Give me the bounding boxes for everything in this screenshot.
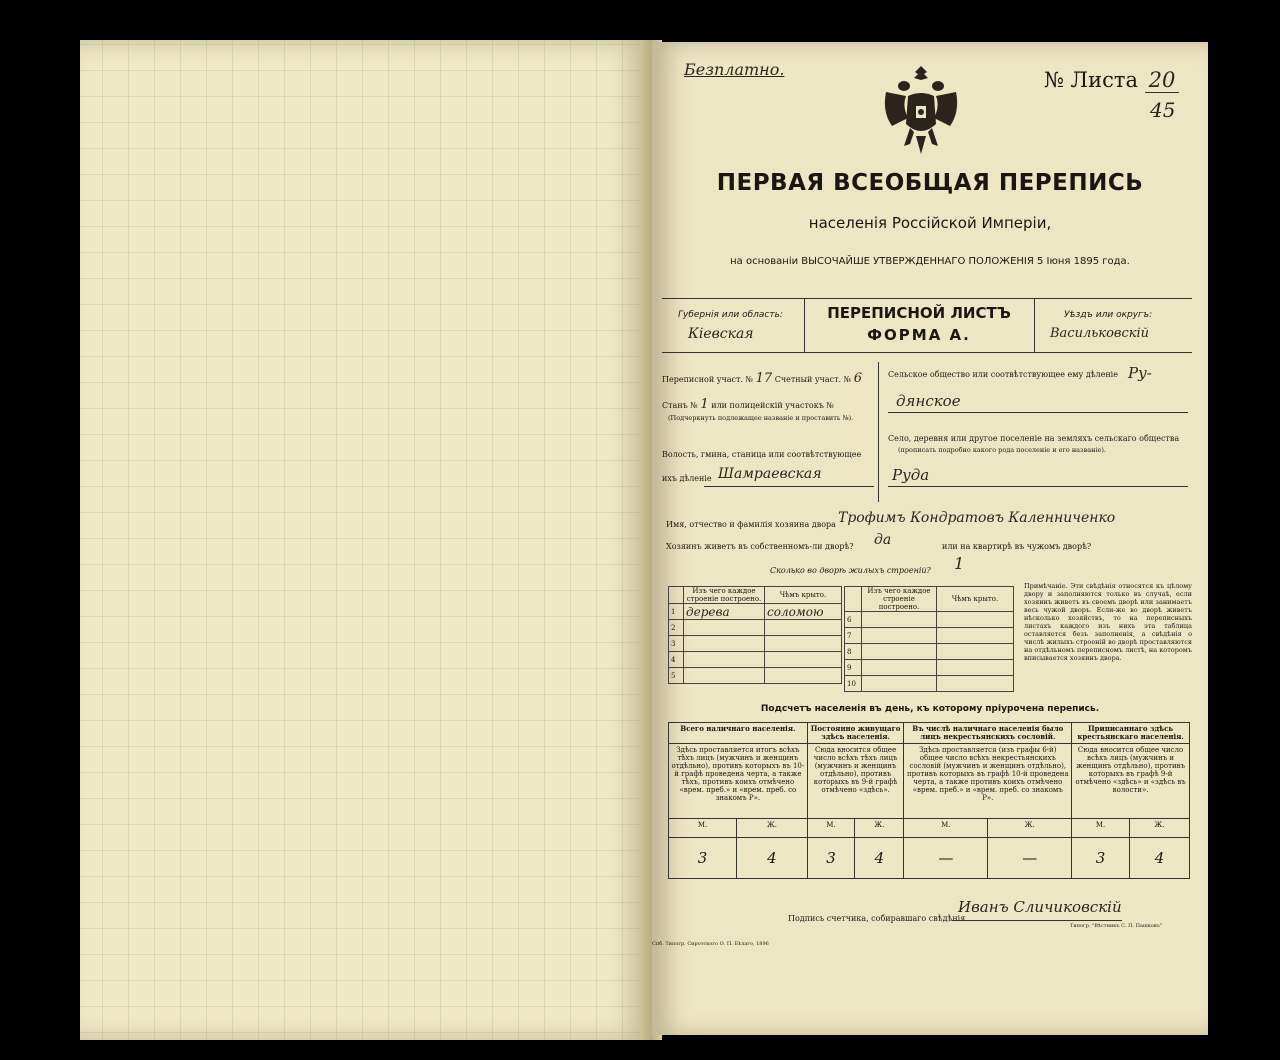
- houses-table-left: Изъ чего каждое строеніе построено. Чѣмъ крыто. 1 дерева соломою 2 3 4 5: [668, 586, 842, 684]
- society-value-2: дянское: [896, 392, 961, 410]
- uezd-label: Уѣздъ или округъ:: [1064, 310, 1153, 320]
- underline-note: (Подчеркнуть подлежащее названіе и проставить №).: [668, 414, 854, 422]
- owner-label: Имя, отчество и фамилія хозяина двора: [666, 520, 836, 529]
- census-form-page: [652, 42, 1208, 1035]
- volost-value: Шамраевская: [718, 466, 822, 482]
- census-district-field: Переписной участ. № 17 Счетный участ. № 6: [662, 371, 863, 386]
- form-subtitle: ФОРМА А.: [867, 326, 971, 344]
- population-table: Всего наличнаго населенія. Постоянно живущаго здѣсь населенія. Въ числѣ наличнаго населенія было лицъ некрестьянскихъ сословій. Приписаннаго здѣсь крестьянскаго населенія. Здѣсь проставляется итогъ всѣхъ тѣхъ лицъ (мужчинъ и женщинъ отдѣльно), противъ которыхъ въ 10-й графѣ проведена черта, а также тѣхъ, противъ коихъ отмѣчено «врем. преб.» и «врем. преб. со знакомъ Р». Сюда вносится общее число всѣхъ тѣхъ лицъ (мужчинъ и женщинъ отдѣльно), противъ которыхъ въ 9-й графѣ отмѣчено «здѣсь». Здѣсь проставляется (изъ графы 6-й) общее число всѣхъ некрестьянскихъ сословій (мужчинъ и женщинъ отдѣльно), противъ которыхъ въ графѣ 10-й проведена черта, а также противъ коихъ отмѣчено «врем. преб.» и «врем. преб. со знакомъ Р». Сюда вносится общее число всѣхъ лицъ (мужчинъ и женщинъ отдѣльно), противъ которыхъ въ графѣ 9-й отмѣчено «здѣсь» и «здѣсь въ волости». М. Ж. М. Ж. М. Ж. М. Ж. 3 4 3 4 — — 3 4: [668, 722, 1190, 879]
- table-row: 9: [845, 660, 1014, 676]
- left-blank-page: [80, 40, 650, 1040]
- society-value-1: Ру-: [1128, 364, 1152, 382]
- uezd-value: Васильковскій: [1050, 326, 1150, 341]
- population-values-row: 3 4 3 4 — — 3 4: [669, 838, 1190, 879]
- sheet-number-field: [1044, 68, 1179, 92]
- volost-label-1: Волость, гмина, станица или соотвѣтствующее: [662, 450, 862, 459]
- population-title: Подсчетъ населенія въ день, къ которому пріурочена перепись.: [760, 704, 1100, 714]
- houses-note: Примѣчаніе. Эти свѣдѣнія относятся къ цѣлому двору и заполняются только въ случаѣ, если хозяинъ живетъ въ своемъ дворѣ или занимаетъ весь чужой дворъ. Если-же во дворѣ живетъ нѣсколько хозяйствъ, то на переписныхъ листахъ каждого изъ нихъ эта таблица оставляется безъ заполненія, а свѣдѣнія о числѣ жилыхъ строеній во дворѣ проставляются на отдѣльномъ переписномъ листѣ, на которомъ вписывается хозяинъ двора.: [1024, 582, 1192, 662]
- table-row: 10: [845, 676, 1014, 692]
- buildings-value: 1: [954, 554, 965, 573]
- table-row: 8: [845, 644, 1014, 660]
- form-title: ПЕРЕПИСНОЙ ЛИСТЪ: [827, 304, 1011, 322]
- printer-right: Типогр. "Вѣстникъ С. П. Пашковъ": [1070, 923, 1163, 929]
- stan-field: Станъ № 1 или полицейскій участокъ №: [662, 397, 834, 412]
- village-note: (прописать подробно какого рода поселеніе и его названіе).: [898, 446, 1106, 454]
- lives-own-value: да: [874, 532, 892, 548]
- table-row: 4: [669, 652, 842, 668]
- signature-value: Иванъ Сличиковскій: [958, 898, 1122, 916]
- free-label: Безплатно.: [684, 60, 785, 79]
- buildings-label: Сколько во дворѣ жилыхъ строеній?: [770, 566, 931, 575]
- society-label: Сельское общество или соотвѣтствующее ему дѣленіе: [888, 370, 1118, 379]
- village-value: Руда: [892, 466, 930, 484]
- gubernia-label: Губернія или область:: [678, 310, 783, 320]
- double-headed-eagle-emblem: [878, 62, 964, 158]
- gubernia-value: Кіевская: [688, 326, 754, 342]
- owner-value: Трофимъ Кондратовъ Каленниченко: [838, 510, 1116, 526]
- village-label: Село, деревня или другое поселеніе на земляхъ сельскаго общества: [888, 434, 1180, 443]
- lives-rent-label: или на квартирѣ въ чужомъ дворѣ?: [942, 542, 1092, 551]
- table-row: 2: [669, 620, 842, 636]
- table-row: 1 дерева соломою: [669, 604, 842, 620]
- sheet-label: № Листа: [1044, 68, 1138, 92]
- volost-label-2: ихъ дѣленіе: [662, 474, 712, 483]
- subtitle: населенія Россійской Имперіи,: [808, 214, 1052, 232]
- table-row: 5: [669, 668, 842, 684]
- legal-basis: на основаніи ВЫСОЧАЙШЕ УТВЕРЖДЕННАГО ПОЛОЖЕНІЯ 5 Іюня 1895 года.: [730, 256, 1130, 267]
- houses-table-right: Изъ чего каждое строеніе построено. Чѣмъ крыто. 6 7 8 9 10: [844, 586, 1014, 692]
- printer-left: Спб. Типогр. Сиротского О. П. Бѣлаго, 1896: [652, 941, 769, 947]
- lives-own-label: Хозяинъ живетъ въ собственномъ-ли дворѣ?: [666, 542, 854, 551]
- signature-label: Подпись счетчика, собиравшаго свѣдѣнія: [788, 914, 966, 923]
- table-row: 6: [845, 612, 1014, 628]
- archive-number: 45: [1150, 98, 1176, 122]
- table-row: 7: [845, 628, 1014, 644]
- main-title: ПЕРВАЯ ВСЕОБЩАЯ ПЕРЕПИСЬ: [716, 170, 1144, 196]
- sheet-number: 20: [1145, 68, 1180, 93]
- table-row: 3: [669, 636, 842, 652]
